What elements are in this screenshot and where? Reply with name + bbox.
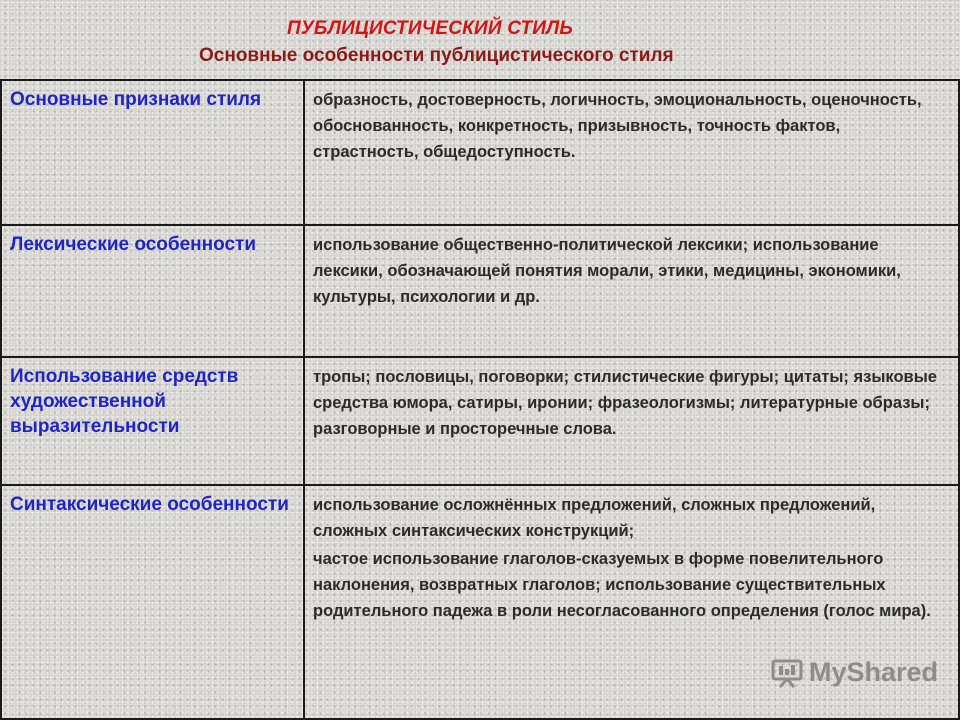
description-text: частое использование глаголов-сказуемых в форме повелительного наклонения, возвратных глаголов; использование существительных родительного падежа в роли несогласованного определения (голос мира). [313, 550, 931, 620]
slide-title: ПУБЛИЦИСТИЧЕСКИЙ СТИЛЬ [287, 18, 574, 39]
row-description-cell [304, 80, 959, 225]
table-row [1, 80, 959, 225]
description-text: использование общественно-политической лексики; использование лексики, обозначающей понятия морали, этики, медицины, экономики, культуры, психологии и др. [313, 236, 901, 306]
description-text: образность, достоверность, логичность, эмоциональность, оценочность, обоснованность, конкретность, призывность, точность фактов, страстность, общедоступность. [313, 91, 922, 161]
watermark-text: MyShared [809, 657, 939, 687]
presentation-board-icon [770, 658, 804, 688]
myshared-watermark [770, 657, 938, 688]
row-name-cell: Лексические особенности [1, 225, 304, 357]
row-description-cell [304, 225, 959, 357]
table-row [1, 357, 959, 485]
row-description-cell [304, 357, 959, 485]
slide-subtitle: Основные особенности публицистического стиля [199, 45, 674, 66]
features-table [0, 79, 960, 720]
row-name-cell: Синтаксические особенности [1, 485, 304, 719]
row-name-cell: Использование средств художественной выразительности [1, 357, 304, 485]
row-name-cell: Основные признаки стиля [1, 80, 304, 225]
description-text: использование осложнённых предложений, сложных предложений, сложных синтаксических конструкций; [313, 496, 876, 540]
table-row [1, 225, 959, 357]
description-text: тропы; пословицы, поговорки; стилистические фигуры; цитаты; языковые средства юмора, сатиры, иронии; фразеологизмы; литературные образы; разговорные и просторечные слова. [313, 368, 937, 438]
